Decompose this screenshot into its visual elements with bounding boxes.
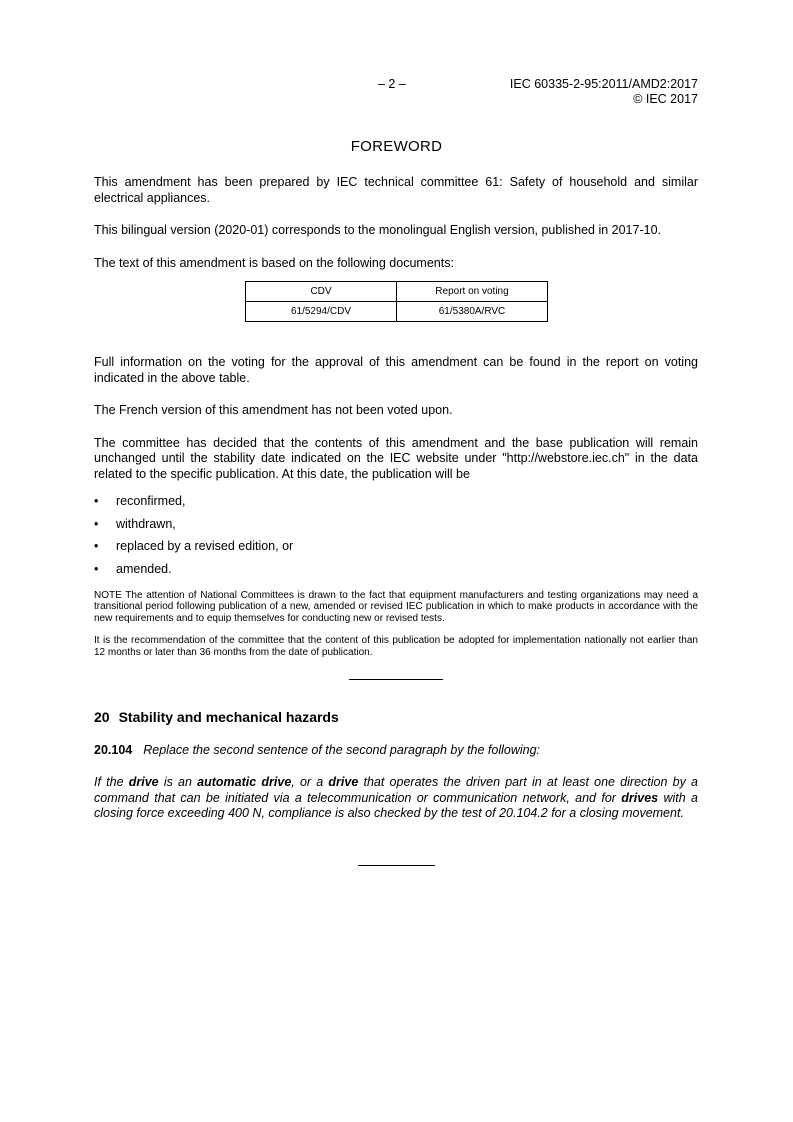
committee-paragraph: This amendment has been prepared by IEC technical committee 61: Safety of household and similar electrical appliances.	[94, 175, 698, 205]
table-header-cell: CDV	[246, 282, 397, 302]
bullet-icon: •	[94, 516, 99, 531]
recommendation-paragraph: It is the recommendation of the committee that the content of this publication be adopted for implementation nationally not earlier than 12 months or later than 36 months from the date of publication.	[94, 635, 698, 658]
table-row	[246, 302, 548, 322]
section-number: 20	[94, 709, 110, 726]
replacement-text-segment: with a closing force exceeding 400 N, compliance is also checked by the test of 20.104.2 for a closing movement.	[94, 790, 698, 821]
end-divider	[358, 865, 435, 866]
replacement-text-segment: is an	[158, 775, 198, 790]
table-cell: 61/5380A/RVC	[397, 302, 548, 322]
bullet-icon: •	[94, 494, 99, 508]
document-reference	[510, 77, 698, 107]
section-title: Stability and mechanical hazards	[118, 709, 339, 726]
note-paragraph: NOTE The attention of National Committees is drawn to the fact that equipment manufacturers and testing organizations may need a transitional period following publication of a new, amended or revised IEC publication in which to make products in accordance with the new requirements and to equip themselves for conducting new or revised tests.	[94, 589, 698, 624]
list-item	[94, 562, 698, 585]
foreword-title: FOREWORD	[350, 138, 443, 155]
defined-term: drive	[328, 775, 359, 790]
section-divider	[349, 679, 443, 680]
bullet-icon: •	[94, 562, 99, 577]
bullet-icon: •	[94, 539, 99, 554]
documents-table	[245, 281, 548, 322]
replacement-text-segment: that operates the driven part in at least one direction by a command that can be initiated via a telecommunication or communication network, and for	[94, 775, 698, 805]
table-header-row	[246, 282, 548, 302]
list-item	[94, 539, 698, 562]
defined-term: drive	[128, 775, 159, 790]
stability-paragraph: The committee has decided that the contents of this amendment and the base publication will remain unchanged until the stability date indicated on the IEC website under "http://webstore.iec.ch" in the data related to the specific publication. At this date, the publication will be	[94, 435, 698, 481]
based-on-documents-paragraph: The text of this amendment is based on the following documents:	[94, 255, 454, 270]
replacement-text-segment: , or a	[291, 775, 329, 790]
page-number: – 2 –	[378, 77, 406, 91]
standard-reference: IEC 60335-2-95:2011/AMD2:2017	[509, 77, 698, 91]
clause-paragraph	[94, 743, 698, 759]
replacement-text-segment: If the	[94, 775, 129, 790]
clause-instruction: Replace the second sentence of the second paragraph by the following:	[143, 742, 541, 757]
clause-number: 20.104	[94, 742, 133, 757]
list-item-text: withdrawn,	[116, 516, 176, 531]
list-item-text: amended.	[116, 562, 172, 577]
defined-term: drives	[621, 790, 659, 805]
defined-term: automatic drive	[197, 775, 292, 790]
bilingual-version-paragraph: This bilingual version (2020-01) corresponds to the monolingual English version, published in 2017-10.	[94, 223, 662, 237]
list-item-text: reconfirmed,	[116, 494, 186, 508]
copyright-notice: © IEC 2017	[633, 92, 698, 106]
list-item	[94, 517, 698, 540]
replacement-text	[94, 775, 698, 822]
table-cell: 61/5294/CDV	[246, 302, 397, 322]
voting-info-paragraph: Full information on the voting for the approval of this amendment can be found in the report on voting indicated in the above table.	[94, 355, 698, 385]
document-body	[94, 175, 698, 866]
french-version-paragraph: The French version of this amendment has not been voted upon.	[94, 403, 453, 417]
publication-outcomes-list	[94, 494, 698, 585]
list-item-text: replaced by a revised edition, or	[116, 539, 294, 554]
list-item	[94, 494, 698, 517]
table-header-cell: Report on voting	[397, 282, 548, 302]
section-heading	[94, 710, 698, 726]
